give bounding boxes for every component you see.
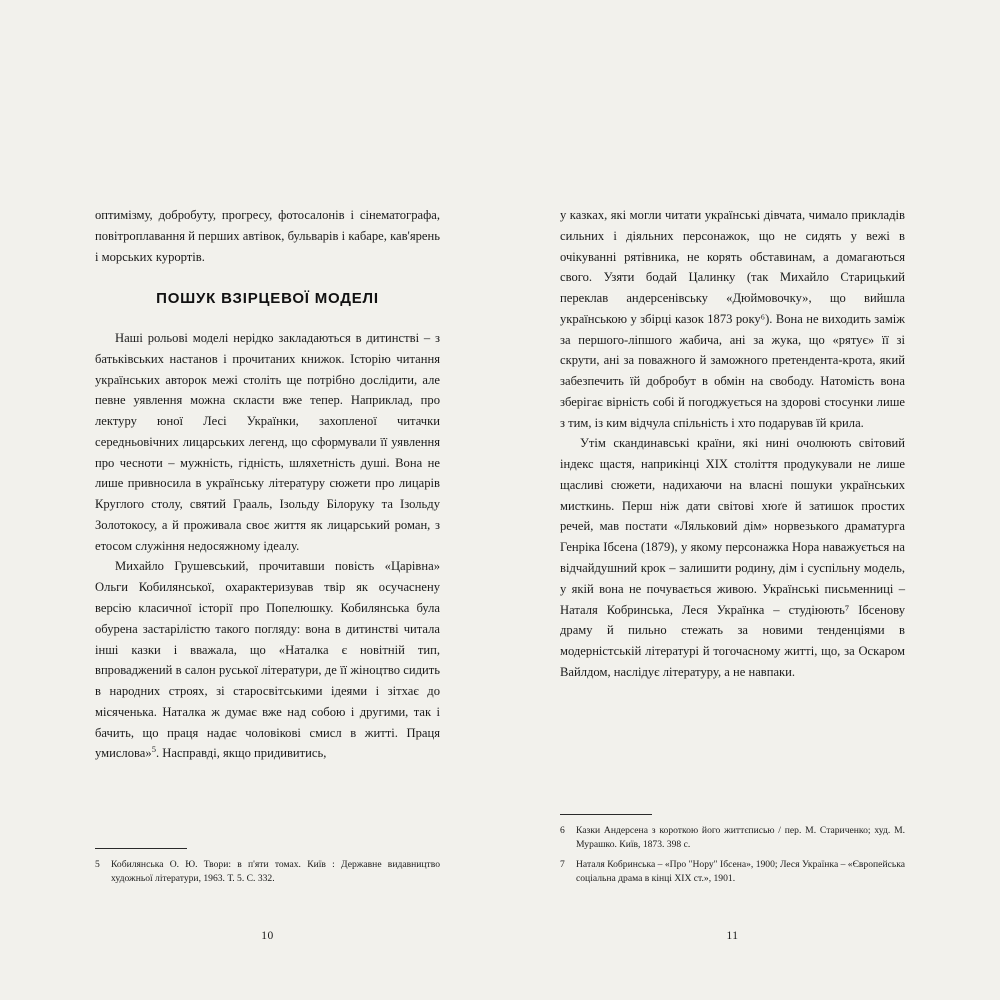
section-heading: ПОШУК ВЗІРЦЕВОЇ МОДЕЛІ <box>156 290 379 308</box>
page-number-right: 11 <box>726 930 739 942</box>
paragraph: у казках, які могли читати українські дівчата, чимало прикладів сильних і діяльних персонажок, що не сидять у вежі в очікуванні рятівника, не корять обставинам, а домагаються свого. Узяти бодай Цалинку (так Михайло Старицький переклав андерсенівську «Дюймовочку», що вийшла українською у збірці казок 1873 року⁶). Вона не виходить заміж за першого-ліпшого жабича, ані за жука, що «рятує» її зі скрути, ані за поважного й заможного претендента-крота, який забезпечить їй добробут в обмін на свободу. Натомість вона зберігає вірність собі й погоджується на здорові стосунки лише з тим, із ким відчула спільність і хто подарував їй крила. <box>560 208 905 430</box>
footnote-number: 5 <box>95 859 100 871</box>
page-number-left: 10 <box>261 930 274 942</box>
footnote-text: Казки Андерсена з короткою його життєписью / пер. М. Стариченко; худ. М. Мурашко. Київ, 1873. 398 с. <box>576 825 905 851</box>
page-right <box>560 0 905 1000</box>
right-page-body <box>560 205 905 683</box>
footnote <box>560 858 905 886</box>
footnote-number: 7 <box>560 859 565 871</box>
paragraph: Утім скандинавські країни, які нині очолюють світовий індекс щастя, наприкінці XIX століття продукували не лише щасливі сюжети, надихаючи на власні пошуки українських мисткинь. Перш ніж дати світові хюґе й затишок простих речей, мав постати «Ляльковий дім» норвезького драматурга Генріка Ібсена (1879), у якому персонажка Нора наважується на відчайдушний крок – залишити родину, дім і суспільну модель, у якій вона не почувається живою. Українські письменниці – Наталя Кобринська, Леся Українка – студіюють⁷ Ібсенову драму й пильно стежать за новими тенденціями в модерністській літературі й тогочасному житті, що, за Оскаром Вайлдом, наслідує літературу, а не навпаки. <box>560 436 905 679</box>
footnote-text: Кобилянська О. Ю. Твори: в п'яти томах. Київ : Державне видавництво художньої літератури, 1963. Т. 5. С. 332. <box>111 859 440 885</box>
page-left <box>95 0 440 1000</box>
footnote-rule <box>560 814 652 815</box>
paragraph-text: Михайло Грушевський, прочитавши повість «Царівна» Ольги Кобилянської, охарактеризував твір як осучаснену версію класичної історії про Попелюшку. Кобилянська була обурена застарілістю такого погляду: вона в дитинстві читала інші казки і вважала, що «Наталка є новітній тип, впроваджений в салон руської літератури, де її жіноцтво сидить в народних строях, зі старосвітськими ідеями і зітхає до місяченька. Наталка ж думає вже над собою і другими, так і бачить, що праця надає чоловікові смисл в житті. Праця умислова» <box>95 559 440 761</box>
footnote-number: 6 <box>560 825 565 837</box>
paragraph <box>95 556 440 764</box>
footnote <box>95 858 440 886</box>
right-page-footnotes <box>560 814 905 892</box>
paragraph: оптимізму, добробуту, прогресу, фотосалонів і сінематографа, повітроплавання й перших автівок, бульварів і кабаре, кав'ярень і морських курортів. <box>95 208 440 264</box>
paragraph-tail: . Насправді, якщо придивитись, <box>155 746 327 761</box>
paragraph: Наші рольові моделі нерідко закладаються в дитинстві – з батьківських настанов і прочитаних книжок. Історію читання українських авторок межі століть ще потрібно дослідити, але певне уявлення можна скласти вже тепер. Наприклад, про лектуру юної Лесі Українки, захопленої читачки середньовічних лицарських легенд, що сформували її уявлення про чесноти – мужність, гідність, шляхетність душі. Вона не лише привносила в українську літературу сюжети про лицарів Круглого столу, святий Грааль, Ізольду Білоруку та Ізольду Золотокосу, а й проживала своє життя як лицарський роман, з етосом служіння недосяжному ідеалу. <box>95 331 440 553</box>
footnote-text: Наталя Кобринська – «Про "Нору" Ібсена», 1900; Леся Українка – «Європейська соціальна драма в кінці XIX ст.», 1901. <box>576 859 905 885</box>
left-page-body <box>95 205 440 764</box>
footnote <box>560 824 905 852</box>
footnote-rule <box>95 848 187 849</box>
footnote-marker[interactable]: 5 <box>151 744 156 755</box>
left-page-footnotes <box>95 848 440 892</box>
